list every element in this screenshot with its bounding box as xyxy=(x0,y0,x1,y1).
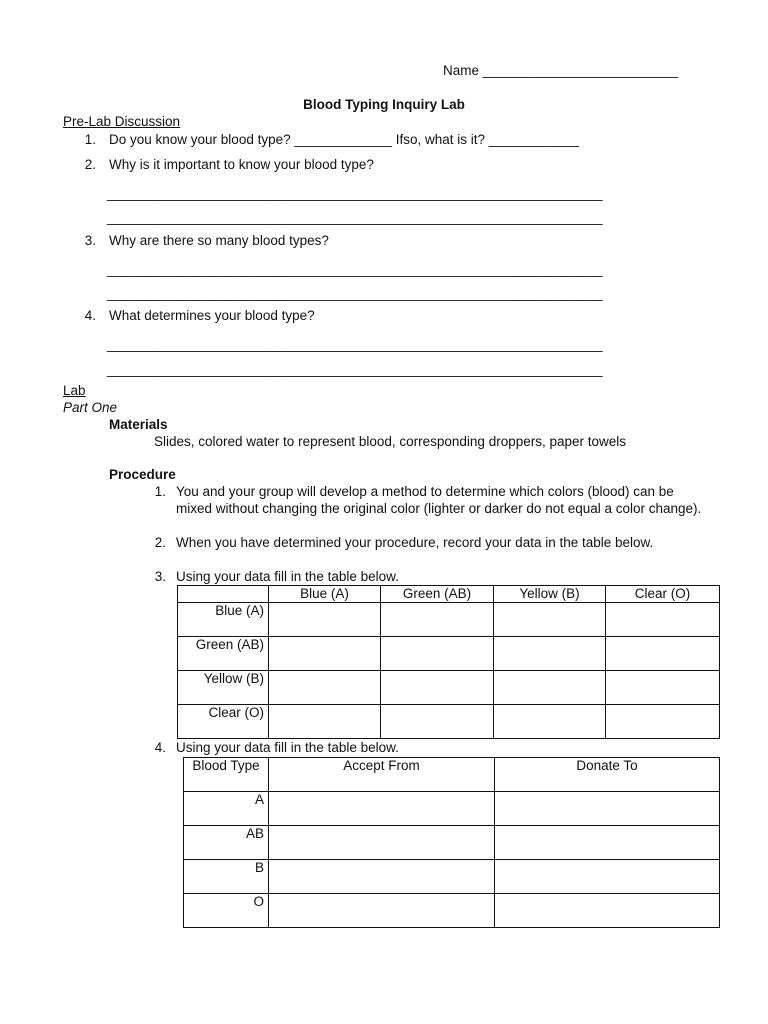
question-number: 2. xyxy=(84,157,96,172)
table-cell[interactable] xyxy=(269,894,495,928)
row-header-cell: Green (AB) xyxy=(178,637,269,671)
table-row xyxy=(178,671,720,705)
blood-mixing-table xyxy=(177,585,720,739)
table-row xyxy=(184,860,720,894)
table-cell[interactable] xyxy=(495,792,720,826)
answer-line: __________________________________________________________________ xyxy=(107,362,603,377)
question-text: Why are there so many blood types? xyxy=(109,233,329,248)
table-row xyxy=(184,792,720,826)
table-row xyxy=(178,705,720,739)
table-header-cell: Blue (A) xyxy=(269,586,381,603)
question-text: What determines your blood type? xyxy=(109,308,315,323)
table-cell[interactable] xyxy=(606,637,720,671)
materials-text: Slides, colored water to represent blood, corresponding droppers, paper towels xyxy=(154,434,627,449)
table-cell[interactable] xyxy=(495,860,720,894)
table-cell[interactable] xyxy=(269,603,381,637)
table-cell[interactable] xyxy=(495,894,720,928)
table-header-row xyxy=(184,758,720,792)
procedure-heading: Procedure xyxy=(109,467,176,482)
table-cell[interactable] xyxy=(269,637,381,671)
table-cell[interactable] xyxy=(494,705,606,739)
lab-heading: Lab xyxy=(63,383,86,398)
table-header-cell: Green (AB) xyxy=(381,586,494,603)
table-header-cell: Clear (O) xyxy=(606,586,720,603)
table-header-cell: Donate To xyxy=(495,758,720,792)
step-number: 1. xyxy=(154,484,166,499)
table-header-row xyxy=(178,586,720,603)
question-number: 1. xyxy=(84,132,96,147)
answer-line: __________________________________________________________________ xyxy=(107,286,603,301)
row-header-cell: O xyxy=(184,894,269,928)
row-header-cell: AB xyxy=(184,826,269,860)
answer-line: __________________________________________________________________ xyxy=(107,262,603,277)
question-text: Why is it important to know your blood type? xyxy=(109,157,374,172)
table-row xyxy=(184,826,720,860)
answer-line: __________________________________________________________________ xyxy=(107,210,603,225)
table-cell[interactable] xyxy=(494,603,606,637)
table-cell[interactable] xyxy=(494,671,606,705)
materials-heading: Materials xyxy=(109,417,168,432)
page-title: Blood Typing Inquiry Lab xyxy=(303,97,465,112)
table-cell[interactable] xyxy=(606,705,720,739)
step-text: Using your data fill in the table below. xyxy=(176,569,399,584)
donor-recipient-table xyxy=(183,757,720,928)
step-text: You and your group will develop a method to determine which colors (blood) can be mixed without changing the original color (lighter or darker do not equal a color change). xyxy=(176,484,702,516)
table-cell[interactable] xyxy=(269,860,495,894)
step-number: 2. xyxy=(154,535,166,550)
table-header-cell xyxy=(178,586,269,603)
table-cell[interactable] xyxy=(606,671,720,705)
step-number: 4. xyxy=(154,740,166,755)
table-row xyxy=(184,894,720,928)
step-number: 3. xyxy=(154,569,166,584)
row-header-cell: B xyxy=(184,860,269,894)
table-cell[interactable] xyxy=(606,603,720,637)
answer-line: __________________________________________________________________ xyxy=(107,337,603,352)
table-cell[interactable] xyxy=(381,705,494,739)
question-text: Do you know your blood type? _____________ Ifso, what is it? ____________ xyxy=(109,132,579,147)
table-row xyxy=(178,603,720,637)
table-header-cell: Yellow (B) xyxy=(494,586,606,603)
table-header-cell: Blood Type xyxy=(184,758,269,792)
table-header-cell: Accept From xyxy=(269,758,495,792)
table-cell[interactable] xyxy=(494,637,606,671)
table-cell[interactable] xyxy=(381,603,494,637)
table-cell[interactable] xyxy=(495,826,720,860)
step-text: When you have determined your procedure, record your data in the table below. xyxy=(176,535,654,550)
table-cell[interactable] xyxy=(269,792,495,826)
row-header-cell: A xyxy=(184,792,269,826)
question-number: 3. xyxy=(84,233,96,248)
table-cell[interactable] xyxy=(269,705,381,739)
answer-line: __________________________________________________________________ xyxy=(107,186,603,201)
table-row xyxy=(178,637,720,671)
name-line: Name __________________________ xyxy=(443,63,678,78)
part-heading: Part One xyxy=(63,400,118,415)
table-cell[interactable] xyxy=(381,637,494,671)
prelab-heading: Pre-Lab Discussion xyxy=(63,114,181,129)
table-cell[interactable] xyxy=(269,826,495,860)
row-header-cell: Clear (O) xyxy=(178,705,269,739)
step-text: Using your data fill in the table below. xyxy=(176,740,399,755)
row-header-cell: Yellow (B) xyxy=(178,671,269,705)
question-number: 4. xyxy=(84,308,96,323)
table-cell[interactable] xyxy=(381,671,494,705)
row-header-cell: Blue (A) xyxy=(178,603,269,637)
table-cell[interactable] xyxy=(269,671,381,705)
